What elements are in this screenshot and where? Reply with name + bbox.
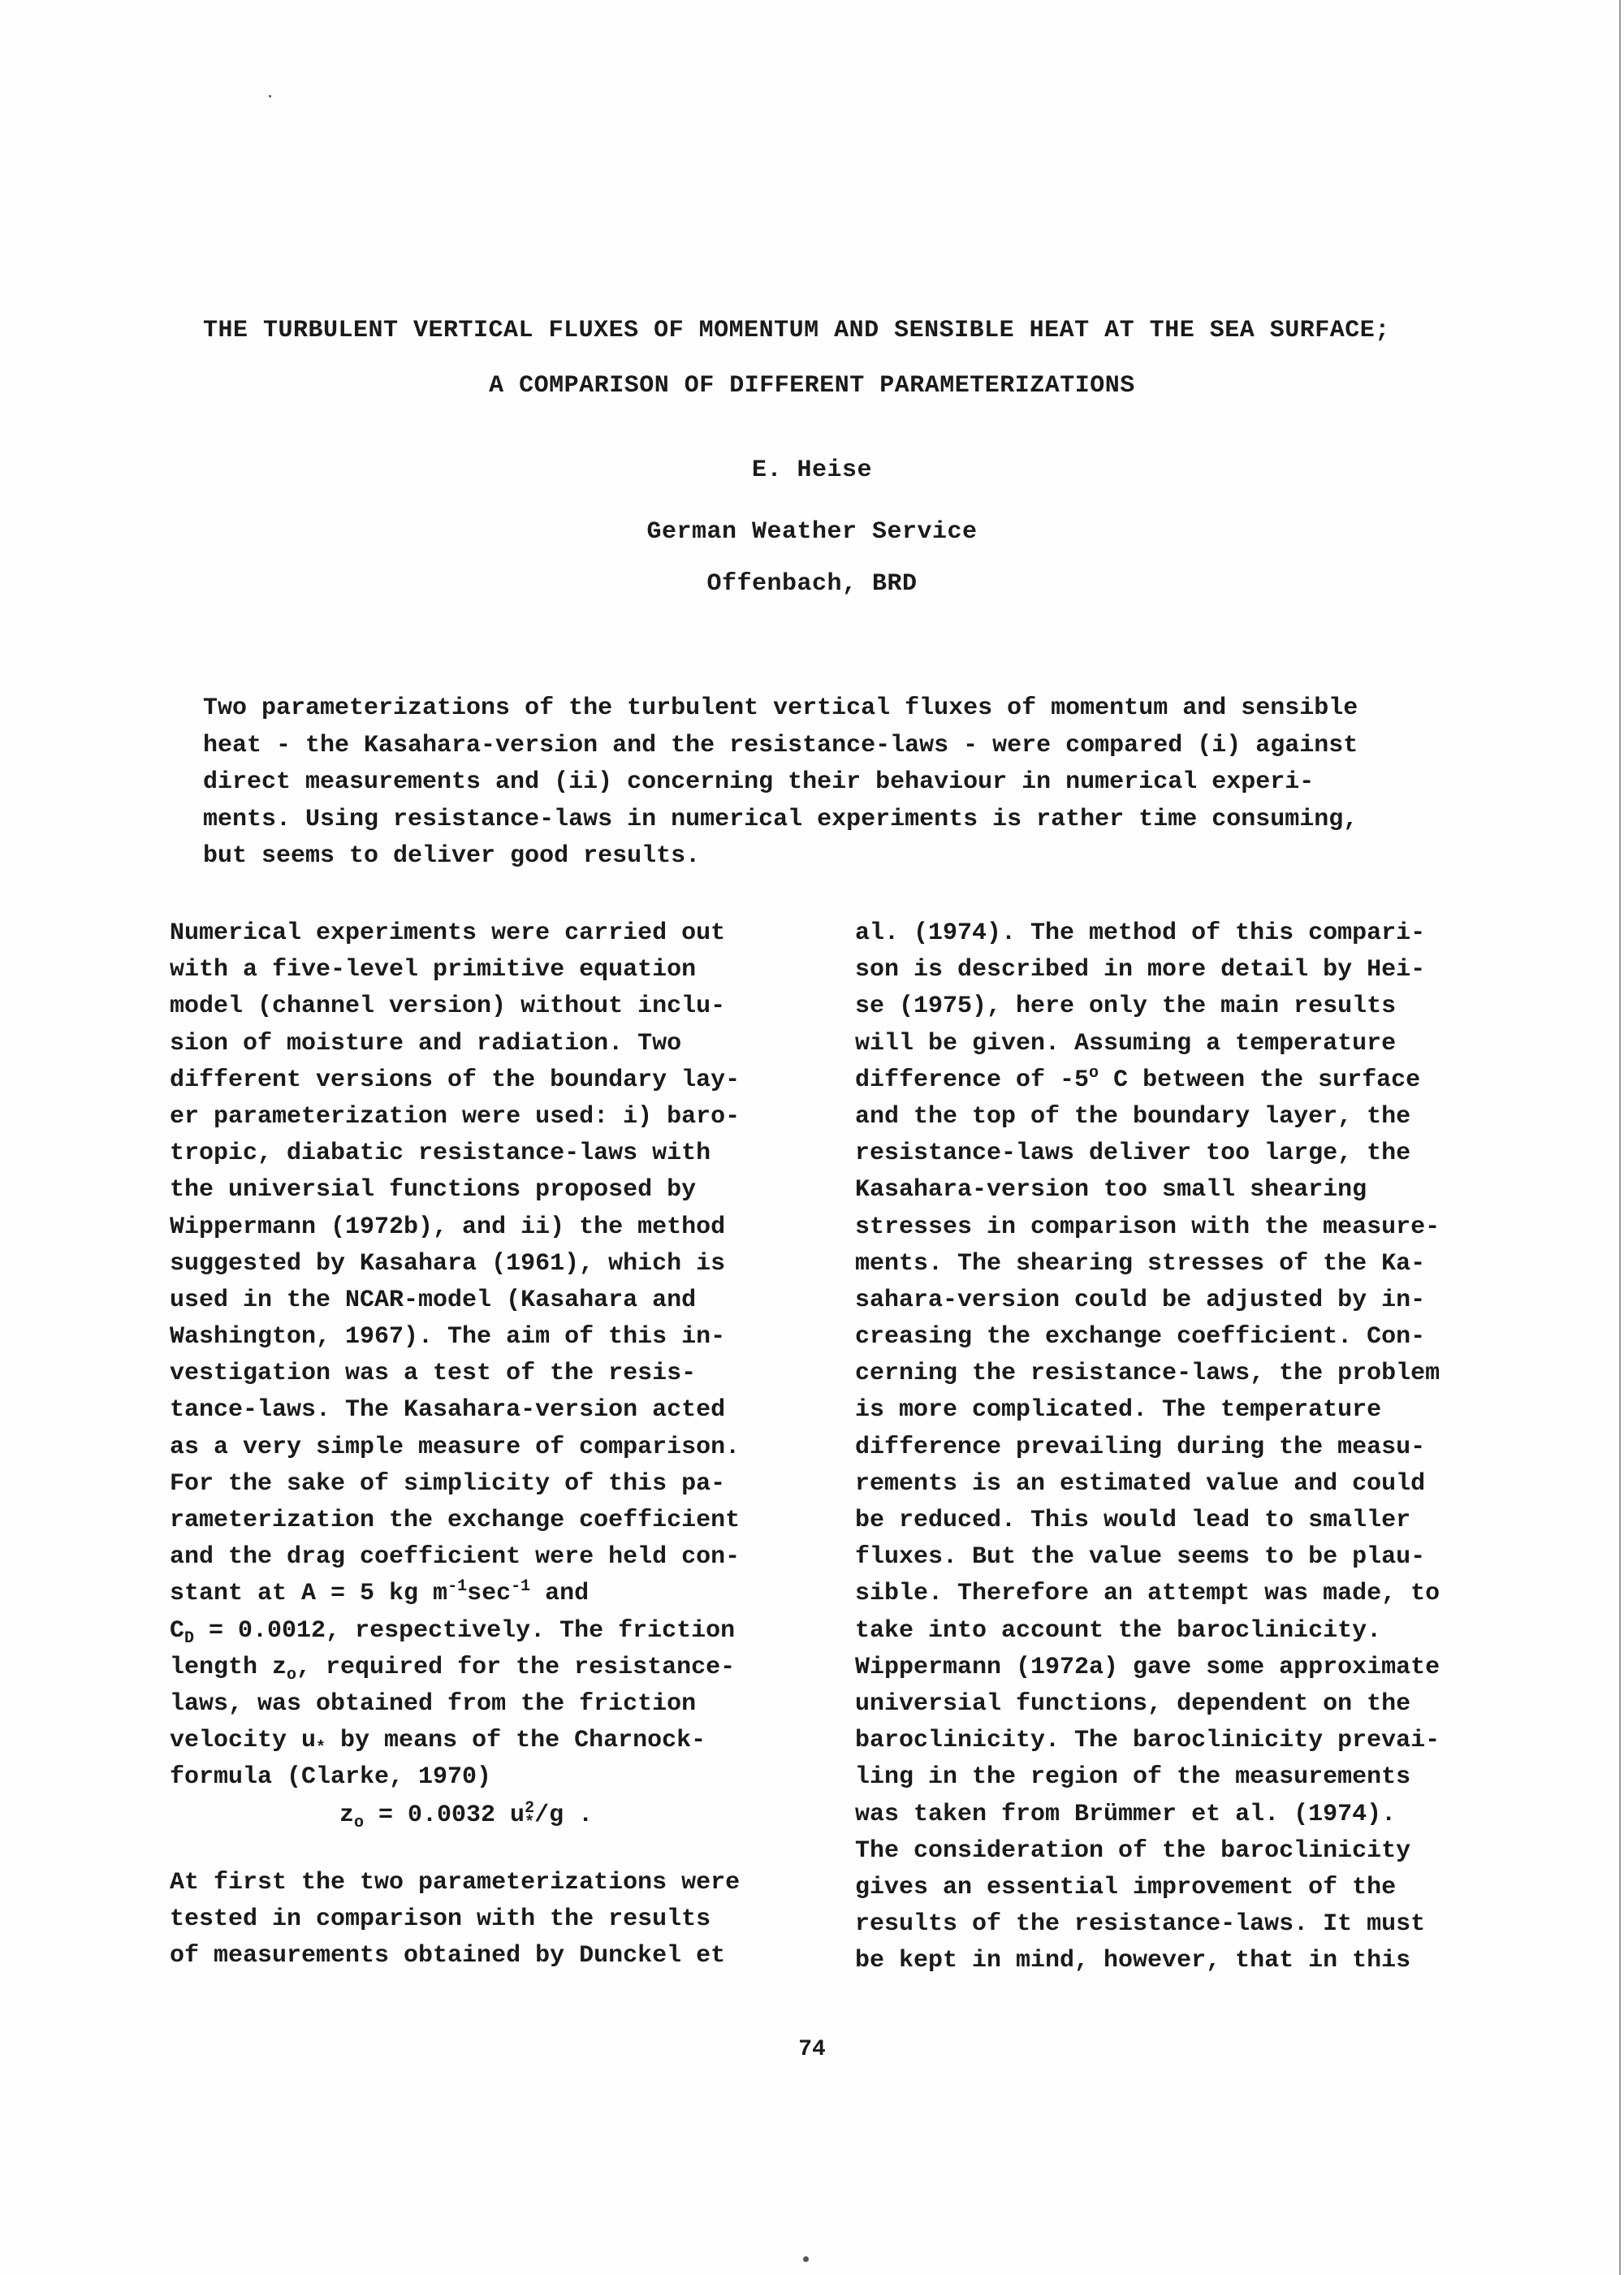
author-name: E. Heise [751,456,873,484]
body-line: vestigation was a test of the resis- [170,1360,697,1388]
author-location: Offenbach, BRD [706,570,918,598]
body-line: was taken from Brümmer et al. (1974). [855,1800,1397,1828]
body-line: Numerical experiments were carried out [170,919,726,947]
body-line: Wippermann (1972b), and ii) the method [170,1213,726,1241]
body-line: The consideration of the baroclinicity [855,1836,1411,1865]
body-line: be reduced. This would lead to smaller [855,1507,1411,1534]
abstract-line: ments. Using resistance-laws in numerical experiments is rather time consuming, [203,805,1358,833]
body-line: will be given. Assuming a temperature [855,1029,1397,1057]
body-line: with a five-level primitive equation [170,956,697,984]
body-line: Washington, 1967). The aim of this in- [170,1323,726,1352]
body-line: Kasahara-version too small shearing [855,1176,1367,1205]
page-edge-line [1619,0,1621,2275]
body-line: used in the NCAR-model (Kasahara and [170,1286,697,1314]
body-line: sahara-version could be adjusted by in- [855,1286,1426,1314]
body-line: baroclinicity. The baroclinicity prevai- [855,1727,1440,1755]
abstract-line: Two parameterizations of the turbulent vertical fluxes of momentum and sensible [203,694,1358,722]
body-line: gives an essential improvement of the [855,1873,1397,1901]
body-line: tested in comparison with the results [170,1905,711,1934]
title-line-1: THE TURBULENT VERTICAL FLUXES OF MOMENTUM AND SENSIBLE HEAT AT THE SEA SURFACE; [203,317,1390,344]
body-line: different versions of the boundary lay- [170,1066,741,1094]
left-column [170,915,787,1797]
body-line: suggested by Kasahara (1961), which is [170,1249,726,1278]
body-line: resistance-laws deliver too large, the [855,1140,1411,1168]
body-line: rements is an estimated value and could [855,1469,1426,1498]
body-line: se (1975), here only the main results [855,993,1397,1021]
body-line: ments. The shearing stresses of the Ka- [855,1249,1426,1278]
body-line: be kept in mind, however, that in this [855,1947,1411,1975]
author-affiliation: German Weather Service [646,518,978,546]
body-line: as a very simple measure of comparison. [170,1433,741,1461]
body-line: of measurements obtained by Dunckel et [170,1942,726,1970]
abstract-line: but seems to deliver good results. [203,842,701,871]
body-line: stresses in comparison with the measure- [855,1213,1440,1241]
abstract-line: heat - the Kasahara-version and the resistance-laws - were compared (i) against [203,731,1358,759]
body-line: laws, was obtained from the friction [170,1689,697,1718]
right-column [855,915,1480,1979]
body-line-friction-length: length $z_o$, required for the resistance- [170,1653,736,1685]
body-line: rameterization the exchange coefficient [170,1507,741,1534]
body-line-friction-velocity: velocity $u_*$ by means of the Charnock- [170,1727,706,1758]
body-line: difference prevailing during the measu- [855,1433,1426,1461]
body-line-drag-coefficient: $C_D = 0.0012$, respectively. The friction [170,1616,736,1648]
body-line: creasing the exchange coefficient. Con- [855,1323,1426,1352]
scan-speck [803,2256,809,2262]
scan-speck [269,95,271,97]
page-number: 74 [798,2037,826,2062]
body-line: tropic, diabatic resistance-laws with [170,1140,711,1168]
body-line: Wippermann (1972a) gave some approximate [855,1653,1440,1681]
body-line: er parameterization were used: i) baro- [170,1102,741,1131]
body-line: al. (1974). The method of this compari- [855,919,1426,947]
body-line: ling in the region of the measurements [855,1763,1411,1792]
abstract-line: direct measurements and (ii) concerning their behaviour in numerical experi- [203,768,1315,797]
body-line: is more complicated. The temperature [855,1396,1382,1425]
abstract [203,690,1462,876]
body-line: cerning the resistance-laws, the problem [855,1360,1440,1388]
charnock-formula: $z_o = 0.0032$ $u^2_*/g$ . [339,1799,594,1832]
left-column-continued [170,1865,740,1975]
body-line: model (channel version) without inclu- [170,993,726,1021]
body-line-constants: stant at A = 5 kg $m^{-1}\sec^{-1}$ and [170,1577,590,1608]
body-line: and the drag coefficient were held con- [170,1543,741,1572]
body-line-temperature-difference: difference of -5$^o$ C between the surface [855,1063,1421,1094]
title-line-2: A COMPARISON OF DIFFERENT PARAMETERIZATIONS [489,372,1135,400]
body-line: For the sake of simplicity of this pa- [170,1469,726,1498]
body-line: fluxes. But the value seems to be plau- [855,1543,1426,1572]
body-line: the universial functions proposed by [170,1176,697,1205]
body-line: sible. Therefore an attempt was made, to [855,1580,1440,1608]
body-line: son is described in more detail by Hei- [855,956,1426,984]
body-line: take into account the baroclinicity. [855,1616,1382,1645]
body-line: and the top of the boundary layer, the [855,1102,1411,1131]
body-line: formula (Clarke, 1970) [170,1763,492,1792]
body-line: At first the two parameterizations were [170,1869,741,1897]
body-line: universial functions, dependent on the [855,1689,1411,1718]
body-line: tance-laws. The Kasahara-version acted [170,1396,726,1425]
body-line: sion of moisture and radiation. Two [170,1029,682,1057]
body-line: results of the resistance-laws. It must [855,1910,1426,1939]
